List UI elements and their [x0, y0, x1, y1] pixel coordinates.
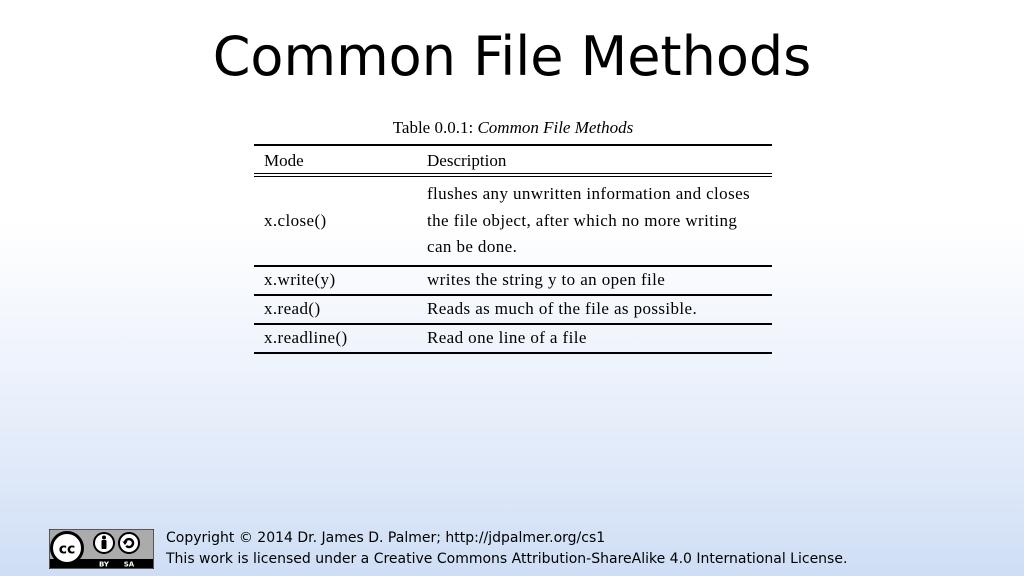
table-caption	[254, 117, 772, 139]
cell-description: writes the string y to an open file	[427, 269, 666, 289]
cell-description: flushes any unwritten information and closes the file object, after which no more writing can be done.	[427, 184, 751, 256]
header-mode: Mode	[264, 150, 304, 170]
table-row	[254, 266, 772, 295]
cell-mode: x.close()	[264, 210, 327, 230]
file-methods-table	[254, 144, 772, 354]
cc-icon	[52, 533, 83, 564]
cell-mode: x.read()	[264, 299, 321, 318]
copyright-line: Copyright © 2014 Dr. James D. Palmer; http://jdpalmer.org/cs1	[166, 530, 606, 546]
header-description: Description	[427, 150, 507, 170]
table-header-row	[254, 145, 772, 175]
cc-by-sa-license-icon[interactable]	[49, 529, 154, 569]
by-attribution-icon	[94, 533, 114, 553]
license-line: This work is licensed under a Creative Commons Attribution-ShareAlike 4.0 International License.	[166, 551, 848, 567]
table-row	[254, 324, 772, 353]
table-row	[254, 175, 772, 266]
table-caption-prefix: Table 0.0.1:	[392, 118, 474, 137]
table-caption-name: Common File Methods	[477, 118, 634, 137]
cell-description: Reads as much of the file as possible.	[427, 298, 698, 318]
cell-mode: x.readline()	[264, 328, 348, 347]
badge-sa-text: SA	[123, 560, 135, 569]
sharealike-icon	[119, 533, 139, 553]
svg-text:cc: cc	[58, 541, 76, 558]
cell-mode: x.write(y)	[264, 270, 336, 289]
cell-description: Read one line of a file	[427, 327, 587, 347]
slide-title: Common File Methods	[212, 25, 812, 88]
badge-by-text: BY	[98, 560, 110, 569]
footer-copyright	[166, 528, 847, 570]
table-row	[254, 295, 772, 324]
